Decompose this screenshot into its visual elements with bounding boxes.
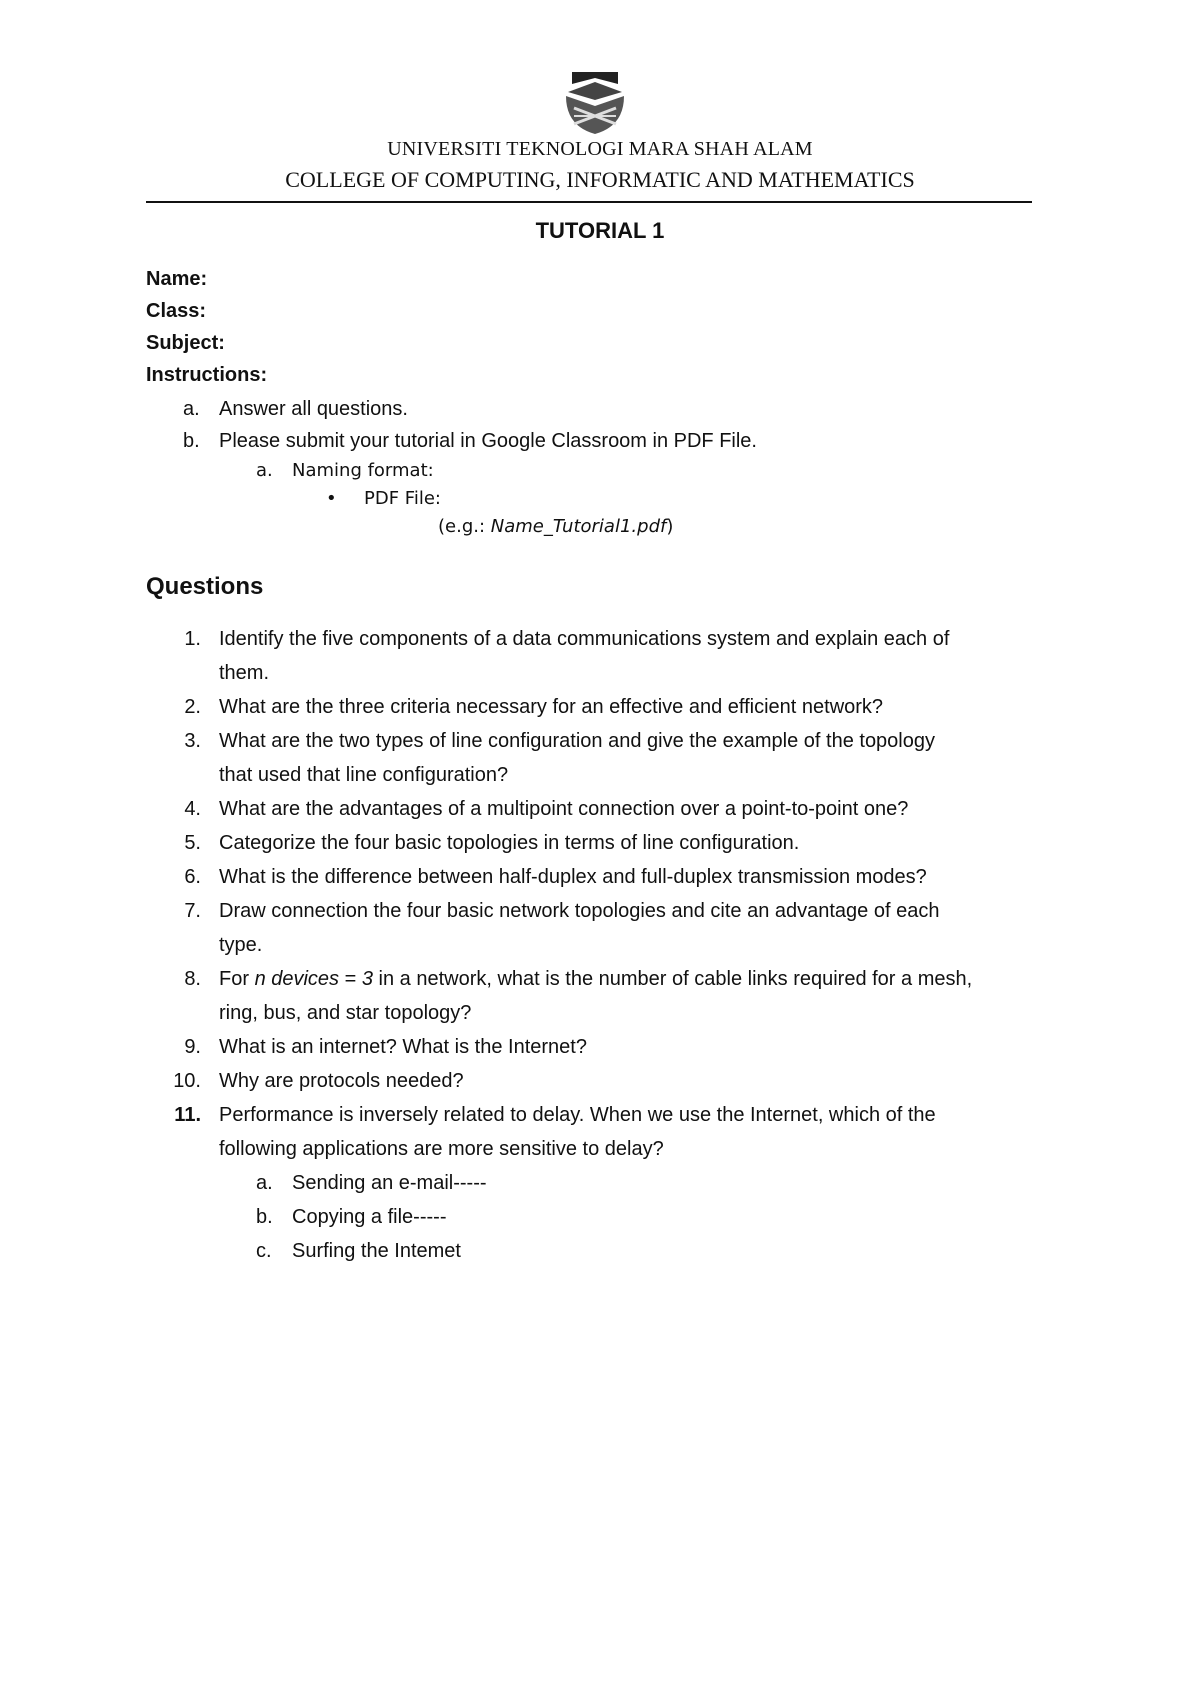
name-label: Name: [146, 268, 208, 290]
university-name: UNIVERSITI TEKNOLOGI MARA SHAH ALAM [387, 138, 813, 160]
question-text: following applications are more sensitive to delay? [219, 1138, 664, 1160]
instruction-marker: a. [183, 398, 200, 420]
question-text: Categorize the four basic topologies in terms of line configuration. [219, 832, 800, 854]
q8-equals: = [339, 968, 362, 990]
bullet-icon: • [326, 488, 337, 509]
question-number: 5. [184, 832, 201, 854]
question-number: 4. [184, 798, 201, 820]
question-number: 8. [184, 968, 201, 990]
question-text: Why are protocols needed? [219, 1070, 464, 1092]
q8-suffix: in a network, what is the number of cable links required for a mesh, [372, 968, 973, 990]
header-divider [146, 201, 1032, 203]
question-number: 9. [184, 1036, 201, 1058]
question-number: 2. [184, 696, 201, 718]
option-text: Surfing the Intemet [292, 1240, 461, 1262]
question-number: 10. [173, 1070, 201, 1092]
example-prefix: (e.g.: [438, 516, 491, 537]
filename-example [438, 516, 673, 537]
pdf-file-label: PDF File: [364, 488, 441, 509]
class-label: Class: [146, 300, 207, 322]
question-text: What is an internet? What is the Internet? [219, 1036, 587, 1058]
option-marker: a. [256, 1172, 273, 1194]
option-marker: b. [256, 1206, 273, 1228]
question-number: 11. [174, 1104, 201, 1126]
instructions-label: Instructions: [146, 364, 268, 386]
naming-format-label: Naming format: [292, 460, 434, 481]
question-text: What are the two types of line configuration and give the example of the topology [219, 730, 935, 752]
question-text: that used that line configuration? [219, 764, 509, 786]
q8-value: 3 [361, 968, 373, 990]
question-text: What are the three criteria necessary for an effective and efficient network? [219, 696, 884, 718]
question-text: ring, bus, and star topology? [219, 1002, 472, 1024]
question-text: type. [219, 934, 263, 956]
question-text: What are the advantages of a multipoint connection over a point-to-point one? [219, 798, 909, 820]
question-text [219, 968, 972, 991]
instruction-item: Answer all questions. [219, 398, 408, 420]
question-text: What is the difference between half-duplex and full-duplex transmission modes? [219, 866, 927, 888]
questions-heading: Questions [146, 573, 264, 600]
question-text: Performance is inversely related to delay. When we use the Internet, which of the [219, 1104, 936, 1126]
q8-variable: n devices [254, 968, 340, 990]
question-number: 1. [184, 628, 201, 650]
question-text: Draw connection the four basic network topologies and cite an advantage of each [219, 900, 940, 922]
question-text: them. [219, 662, 270, 684]
college-name: COLLEGE OF COMPUTING, INFORMATIC AND MATHEMATICS [285, 167, 915, 192]
instruction-item: Please submit your tutorial in Google Classroom in PDF File. [219, 430, 757, 452]
question-number: 6. [184, 866, 201, 888]
question-number: 7. [184, 900, 201, 922]
option-marker: c. [256, 1240, 272, 1262]
tutorial-title: TUTORIAL 1 [535, 218, 665, 243]
q8-prefix: For [219, 968, 255, 990]
sub-instruction-marker: a. [256, 460, 273, 481]
option-text: Copying a file----- [292, 1206, 447, 1228]
question-number: 3. [184, 730, 201, 752]
option-text: Sending an e-mail----- [292, 1172, 487, 1194]
instruction-marker: b. [183, 430, 200, 452]
example-filename: Name_Tutorial1.pdf [490, 516, 667, 537]
example-suffix: ) [666, 516, 674, 537]
subject-label: Subject: [146, 332, 225, 354]
question-text: Identify the five components of a data communications system and explain each of [219, 628, 950, 650]
uitm-crest-icon [564, 70, 626, 136]
